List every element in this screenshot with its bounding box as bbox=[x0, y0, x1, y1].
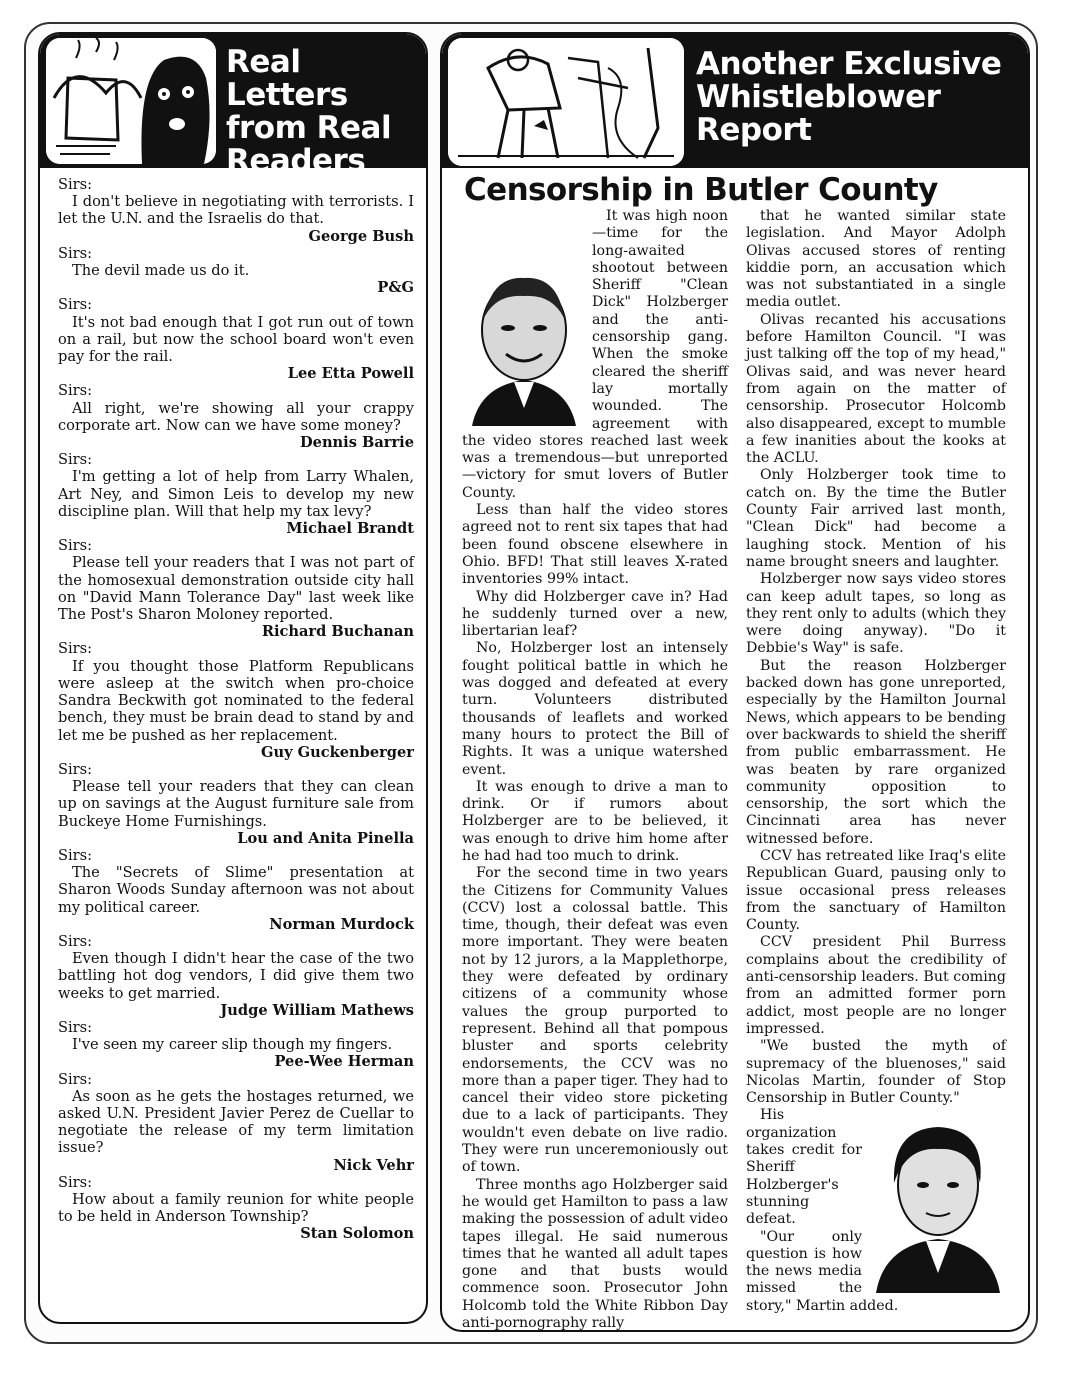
letter bbox=[58, 1071, 414, 1174]
letter-signature: Dennis Barrie bbox=[300, 434, 414, 452]
article-column-1 bbox=[462, 208, 728, 1332]
letter-body: All right, we're showing all your crappy corporate art. Now can we have some money? bbox=[58, 399, 414, 434]
letter-salutation: Sirs: bbox=[58, 244, 93, 262]
article-paragraph: Three months ago Holzberger said he would get Hamilton to pass a law making the possession of adult video tapes illegal. He said numerous times that he wanted all adult tapes gone and that busts would commence soon. Prosecutor John Holcomb told the White Ribbon Day anti-pornography rally bbox=[462, 1176, 728, 1331]
letter-salutation: Sirs: bbox=[58, 932, 93, 950]
letter-salutation: Sirs: bbox=[58, 382, 93, 400]
letter-signature: Lee Etta Powell bbox=[287, 365, 414, 383]
letters-banner bbox=[40, 34, 426, 179]
letter-body: It's not bad enough that I got run out of town on a rail, but now the school board won't even pay for the rail. bbox=[58, 313, 414, 366]
letter-salutation: Sirs: bbox=[58, 296, 93, 314]
letter bbox=[58, 640, 414, 760]
article-paragraph: Why did Holzberger cave in? Had he suddenly turned over a new, libertarian leaf? bbox=[462, 588, 728, 640]
letter bbox=[58, 245, 414, 297]
letters-list bbox=[58, 176, 414, 1243]
letter-salutation: Sirs: bbox=[58, 451, 93, 469]
report-panel bbox=[440, 32, 1030, 1332]
letter-body: Even though I didn't hear the case of the two battling hot dog vendors, I did give them two weeks to get married. bbox=[58, 950, 414, 1002]
whistleblower-illustration bbox=[448, 38, 684, 166]
article-column-2 bbox=[746, 208, 1006, 1315]
letter bbox=[58, 382, 414, 451]
letter-signature: P&G bbox=[377, 279, 414, 297]
article-paragraph: Less than half the video stores agreed not to rent six tapes that had been found obscene elsewhere in Ohio. BFD! That still leaves X-rated inventories 99% intact. bbox=[462, 502, 728, 588]
letter-salutation: Sirs: bbox=[58, 1018, 93, 1036]
letter-salutation: Sirs: bbox=[58, 1070, 93, 1088]
article-paragraph: "Our only question is how the news media missed the story," Martin added. bbox=[746, 1228, 899, 1314]
letter-body: As soon as he gets the hostages returned, we asked U.N. President Javier Perez de Cuellar to negotiate the release of my term limitation issue? bbox=[58, 1087, 414, 1157]
letter-salutation: Sirs: bbox=[58, 640, 93, 658]
letter-signature: Guy Guckenberger bbox=[261, 743, 414, 761]
letter bbox=[58, 451, 414, 537]
article-headline: Censorship in Butler County bbox=[464, 172, 938, 208]
letter-signature: Michael Brandt bbox=[286, 520, 414, 538]
article-paragraph: Only Holzberger took time to catch on. By the time the Butler County Fair arrived last month, "Clean Dick" had become a laughing stock. Mention of his name brought sneers and laughter. bbox=[746, 467, 1006, 570]
letter bbox=[58, 176, 414, 245]
article-paragraph: Holzberger now says video stores can keep adult tapes, so long as they rent only to adults (which they were doing anyway). "Do it Debbie's Way" is safe. bbox=[746, 571, 1006, 657]
letter-salutation: Sirs: bbox=[58, 176, 93, 193]
letter-body: If you thought those Platform Republicans were asleep at the switch when pro-choice Sandra Beckwith got nominated to the federal bench, they must be brain dead to stand by and let me be pushed as her replacement. bbox=[58, 657, 414, 744]
report-banner bbox=[442, 34, 1028, 168]
letter-body: Please tell your readers that they can clean up on savings at the August furniture sale from Buckeye Home Furnishings. bbox=[58, 778, 414, 830]
report-banner-title: Another Exclusive Whistleblower Report bbox=[696, 46, 1002, 148]
article-paragraph: It was high noon—time for the long-awaited shootout between Sheriff "Clean Dick" Holzberger and the anti-censorship gang. When the smoke cleared the sheriff lay mortally wounded. The agreement with the video stores reached last week was a tremendous—but unreported—victory for smut lovers of Butler County. bbox=[462, 208, 728, 501]
letter bbox=[58, 1019, 414, 1071]
letter bbox=[58, 296, 414, 382]
article-paragraph: CCV has retreated like Iraq's elite Republican Guard, pausing only to issue occasional press releases from the sanctuary of Hamilton County. bbox=[746, 847, 1006, 934]
letter-signature: Stan Solomon bbox=[300, 1225, 414, 1243]
article-paragraph: His organization takes credit for Sheriff Holzberger's stunning defeat. bbox=[746, 1107, 862, 1228]
letter-salutation: Sirs: bbox=[58, 846, 93, 864]
letters-banner-title: Real Letters from Real Readers bbox=[226, 44, 392, 179]
letter-body: I'm getting a lot of help from Larry Whalen, Art Ney, and Simon Leis to develop my new discipline plan. Will that help my tax levy? bbox=[58, 468, 414, 520]
martin-photo bbox=[868, 1113, 1006, 1293]
letter bbox=[58, 847, 414, 933]
letter-body: Please tell your readers that I was not part of the homosexual demonstration outside city hall on "David Mann Tolerance Day" last week like The Post's Sharon Moloney reported. bbox=[58, 554, 414, 624]
article-paragraph: CCV president Phil Burress complains about the credibility of anti-censorship leaders. But coming from an admitted former porn addict, most people are no longer impressed. bbox=[746, 934, 1006, 1037]
letter-signature: Richard Buchanan bbox=[261, 623, 414, 641]
article-paragraph: It was enough to drive a man to drink. Or if rumors about Holzberger are to be believed, it was enough to drive him home after he had had too much to drink. bbox=[462, 778, 728, 864]
letter-salutation: Sirs: bbox=[58, 760, 93, 778]
letter bbox=[58, 1174, 414, 1243]
letter-body: I don't believe in negotiating with terrorists. I let the U.N. and the Israelis do that. bbox=[58, 193, 414, 228]
letter bbox=[58, 933, 414, 1019]
letter-salutation: Sirs: bbox=[58, 537, 93, 555]
holzberger-photo bbox=[462, 268, 584, 426]
letter bbox=[58, 761, 414, 847]
letter-signature: Pee-Wee Herman bbox=[274, 1053, 414, 1071]
letter-body: I've seen my career slip though my fingers. bbox=[72, 1036, 393, 1054]
article-paragraph: "We busted the myth of supremacy of the bluenoses," said Nicolas Martin, founder of Stop Censorship in Butler County." bbox=[746, 1038, 1006, 1107]
letter-salutation: Sirs: bbox=[58, 1173, 93, 1191]
letter-body: How about a family reunion for white people to be held in Anderson Township? bbox=[58, 1190, 414, 1226]
article-paragraph: Olivas recanted his accusations before Hamilton Council. "I was just talking off the top of my head," Olivas said, and was never heard from again on the matter of censorship. Prosecutor Holcomb also disappeared, except to mumble a few inanities about the kooks at the ACLU. bbox=[746, 311, 1006, 467]
letter-signature: Norman Murdock bbox=[269, 915, 414, 933]
letter-signature: George Bush bbox=[308, 227, 414, 245]
letter bbox=[58, 537, 414, 640]
letter-signature: Nick Vehr bbox=[333, 1156, 414, 1174]
letter-signature: Lou and Anita Pinella bbox=[237, 829, 414, 847]
letter-signature: Judge William Mathews bbox=[220, 1001, 414, 1019]
article-paragraph: No, Holzberger lost an intensely fought political battle in which he was dogged and defeated at every turn. Volunteers distributed thousands of leaflets and worked many hours to protect the Bill of Rights. It was a unique watershed event. bbox=[462, 640, 728, 778]
letters-panel bbox=[38, 32, 428, 1324]
article-paragraph: But the reason Holzberger backed down has gone unreported, especially by the Hamilton Journal News, which appears to be bending over backwards to shield the sheriff from public embarrassment. He was beaten by rare organized community opposition to censorship, the sort which the Cincinnati area has never witnessed before. bbox=[746, 657, 1006, 847]
article-paragraph: that he wanted similar state legislation. And Mayor Adolph Olivas accused stores of renting kiddie porn, an accusation which was not substantiated in a single media outlet. bbox=[746, 208, 1006, 311]
reader-illustration bbox=[46, 38, 216, 164]
article-paragraph: For the second time in two years the Citizens for Community Values (CCV) lost a colossal battle. This time, though, their defeat was even more important. They were beaten not by 12 jurors, a la Mapplethorpe, they were defeated by ordinary citizens of a community whose values the group purported to represent. Behind all that pompous bluster and sports celebrity endorsements, the CCV was no more than a paper tiger. They had to cancel their video store picketing due to a lack of participants. They wouldn't even debate on live radio. They were run unceremoniously out of town. bbox=[462, 865, 728, 1176]
letter-body: The "Secrets of Slime" presentation at Sharon Woods Sunday afternoon was not about my political career. bbox=[58, 864, 414, 916]
letter-body: The devil made us do it. bbox=[72, 262, 250, 280]
